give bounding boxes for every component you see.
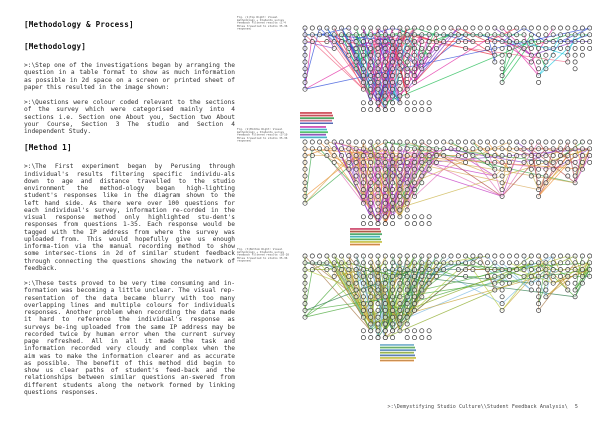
paragraph-first-experiment: >:\The First experiment began by Perusing through individual's results filtering specific individu-als down to age and distance travelled to the studio environment the method-ology began high-lighting student's responses like in the diagram shown to the left hand side. As there were over 100 questions for each individual's survey, information re-corded in the visual response method only highlighted stu-dent's responses from questions 1-35. Each response would be tagged with the IP address from where the survey was uploaded from. This would hopefully give us enough informa-tion via the manual recording method to show some intersec-tions in 2d of similar student feedback through connecting the questions showing the network of feedback. bbox=[24, 163, 235, 272]
footer-path: >:\Demystifying Studio Culture\\Student Feedback Analysis\ bbox=[387, 404, 568, 410]
subsection-title-method-1: [Method 1] bbox=[24, 143, 72, 153]
figure-1-caption: Fig. (1)Top Right: Visual methodology + Students survey feedback filtered results (1-4 Miles travelled to studio 35-36 response) bbox=[237, 16, 288, 31]
figure-3-caption: Fig. (3)Bottom Right: Visual methodology + Students survey feedback filtered results (10-20 Miles travelled to studio 35-36 response) bbox=[237, 248, 290, 263]
body-text-column bbox=[24, 20, 235, 404]
paragraph-test-evaluation: >:\These tests proved to be very time consuming and in-formation was becoming a little unclear. The visual rep-resentation of the data became blurry with too many overlapping lines and multiple colours for individuals responses. Another problem when recording the data made it hard to reference the individual's response as surveys be-ing uploaded from the same IP address may be recorded twice by human error when the current survey page refreshed. All in all it made the task and information recorded very cloudy and complex when the aim was to make the information clearer and as accurate as possible. The benefit of this method did begin to show us clear paths of student's feed-back and the relationships between similar questions an-swered from different students along the network formed by linking questions responses. bbox=[24, 280, 235, 396]
figure-3-network-diagram bbox=[300, 248, 592, 364]
section-title-methodology-process: [Methodology & Process] bbox=[24, 20, 134, 29]
figure-2-network-diagram bbox=[300, 126, 592, 248]
page-footer bbox=[300, 404, 578, 410]
paragraph-step-one: >:\Step one of the investigations began by arranging the question in a table format to show as much information as possible in 2d space on a screen or printed sheet of paper this resulted in the image shown: bbox=[24, 62, 235, 91]
paragraph-colour-coding: >:\Questions were colour coded relevant to the sections of the survey which were categorised mainly into 4 sections i.e. Section one About you, Section two About your Course, Section 3 The studio and Section 4 independent Study. bbox=[24, 99, 235, 135]
page-number: 5 bbox=[574, 404, 578, 410]
figure-2-caption: Fig. (2)Middle Right: Visual methodology + Students survey feedback filtered results (5-10 Miles travelled to studio 35-36 response) bbox=[237, 128, 288, 143]
figure-1-network-diagram bbox=[300, 16, 592, 124]
subsection-title-methodology: [Methodology] bbox=[24, 42, 87, 51]
